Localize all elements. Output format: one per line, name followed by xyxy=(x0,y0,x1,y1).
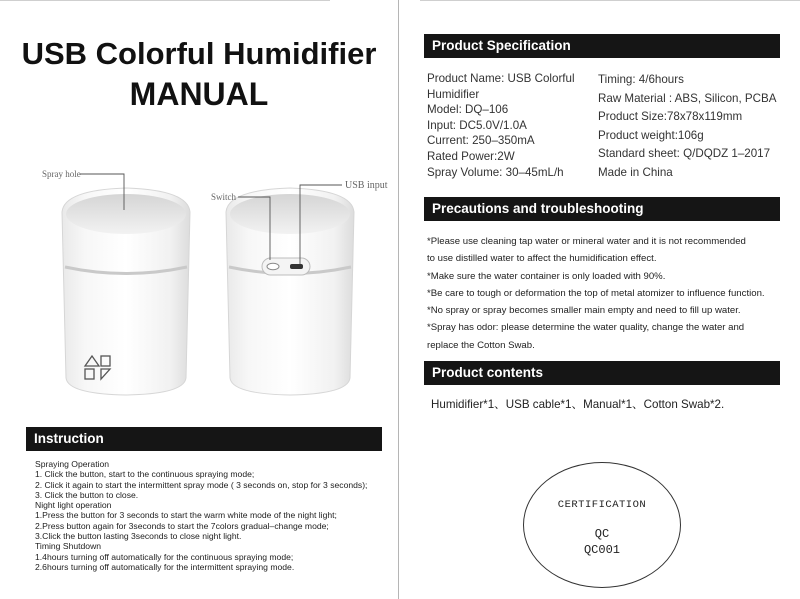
precautions-header: Precautions and troubleshooting xyxy=(424,197,780,221)
instruction-line: Timing Shutdown xyxy=(35,541,102,552)
spec-item: Humidifier xyxy=(427,87,480,101)
contents-text: Humidifier*1、USB cable*1、Manual*1、Cotton Swab*2. xyxy=(431,398,725,411)
instruction-line: 2.6hours turning off automatically for the intermittent spraying mode. xyxy=(35,561,295,572)
spec-item: Raw Material : ABS, Silicon, PCBA xyxy=(598,91,777,105)
instruction-line: 1.4hours turning off automatically for the continuous spraying mode; xyxy=(35,551,294,562)
manual-title: USB Colorful Humidifier xyxy=(21,36,377,71)
instruction-line: 3.Click the button lasting 3seconds to close night light. xyxy=(35,531,242,542)
precaution-line: *No spray or spray becomes smaller main empty and need to fill up water. xyxy=(427,305,741,317)
contents-header: Product contents xyxy=(424,361,780,385)
manual-subtitle: MANUAL xyxy=(129,76,269,112)
top-rule-right xyxy=(420,0,800,1)
spec-item: Made in China xyxy=(598,165,673,179)
spec-column-left xyxy=(427,71,575,180)
spec-column-right xyxy=(598,71,776,183)
precaution-line: *Make sure the water container is only loaded with 90%. xyxy=(427,270,666,282)
top-rule-left xyxy=(0,0,330,1)
certification-title: CERTIFICATION xyxy=(557,499,647,511)
instruction-line: Night light operation xyxy=(35,500,112,511)
precaution-line: to use distilled water to affect the humidification effect. xyxy=(427,253,657,265)
humidifier-side-view xyxy=(226,188,354,395)
instruction-line: Spraying Operation xyxy=(35,459,110,469)
spray-hole-label: Spray hole xyxy=(42,169,81,179)
spec-item: Current: 250–350mA xyxy=(427,134,535,148)
switch-label: Switch xyxy=(211,192,237,202)
spec-item: Input: DC5.0V/1.0A xyxy=(427,118,527,132)
page-divider xyxy=(398,0,399,599)
instruction-line: 2. Click it again to start the intermittent spray mode ( 3 seconds on, stop for 3 seconds); xyxy=(35,479,368,490)
precaution-line: *Please use cleaning tap water or mineral water and it is not recommended xyxy=(427,236,746,247)
instruction-line: 1.Press the button for 3 seconds to start the warm white mode of the night light; xyxy=(35,510,337,521)
precautions-body xyxy=(427,233,797,354)
spec-item: Spray Volume: 30–45mL/h xyxy=(427,165,564,179)
certification-stamp xyxy=(523,462,681,588)
spec-header: Product Specification xyxy=(424,34,780,58)
spec-item: Timing: 4/6hours xyxy=(598,73,684,86)
usb-input-label: USB input xyxy=(345,180,388,191)
spec-item: Product weight:106g xyxy=(598,128,704,142)
precaution-line: *Be care to tough or deformation the top of metal atomizer to influence function. xyxy=(427,287,765,299)
humidifier-front-view xyxy=(62,188,190,395)
spec-item: Product Name: USB Colorful xyxy=(427,72,575,85)
switch-button xyxy=(267,263,279,269)
spec-item: Rated Power:2W xyxy=(427,149,515,163)
precaution-line: replace the Cotton Swab. xyxy=(427,339,535,351)
spec-item: Standard sheet: Q/DQDZ 1–2017 xyxy=(598,147,771,161)
instruction-line: 1. Click the button, start to the continuous spraying mode; xyxy=(35,469,255,480)
instruction-line: 2.Press button again for 3seconds to start the 7colors gradual–change mode; xyxy=(35,520,329,531)
certification-code: QC001 xyxy=(583,543,620,557)
instruction-line: 3. Click the button to close. xyxy=(35,489,139,500)
spec-item: Model: DQ–106 xyxy=(427,103,509,117)
instruction-header: Instruction xyxy=(26,427,382,451)
precaution-line: *Spray has odor: please determine the water quality, change the water and xyxy=(427,322,745,334)
usb-port xyxy=(290,264,303,269)
instruction-body xyxy=(35,459,395,572)
product-illustration xyxy=(0,150,398,410)
spec-item: Product Size:78x78x119mm xyxy=(598,110,743,124)
certification-qc: QC xyxy=(594,527,610,541)
